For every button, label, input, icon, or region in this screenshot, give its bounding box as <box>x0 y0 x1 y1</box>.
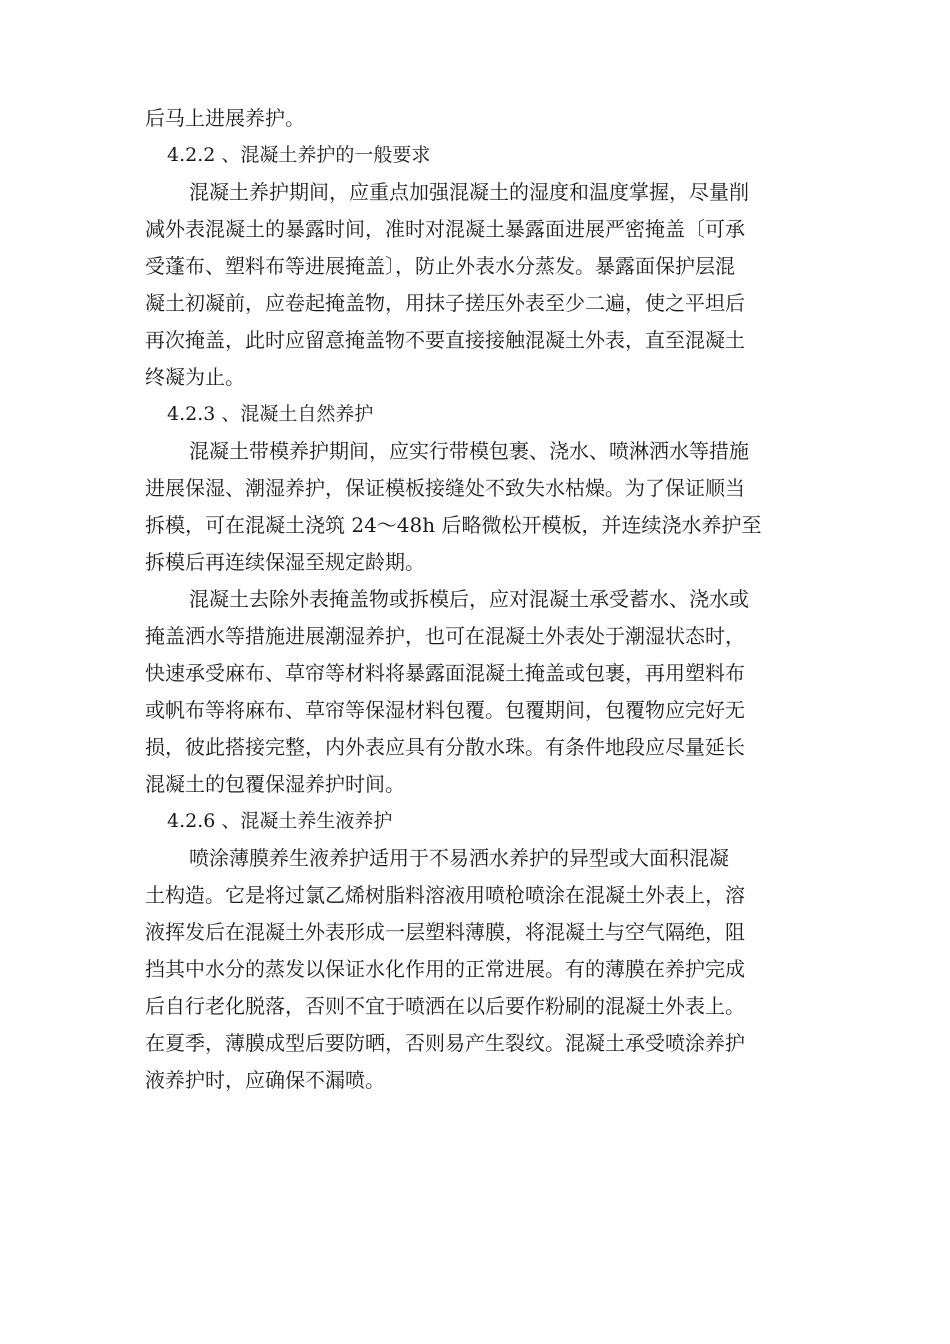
text-line: 土构造。它是将过氯乙烯树脂料溶液用喷枪喷涂在混凝土外表上，溶 <box>145 883 745 907</box>
text-line: 拆模后再连续保湿至规定龄期。 <box>145 550 425 574</box>
text-line: 后自行老化脱落，否则不宜于喷洒在以后要作粉刷的混凝土外表上。 <box>145 994 745 1018</box>
text-line: 后马上进展养护。 <box>145 106 305 130</box>
text-line: 凝土初凝前，应卷起掩盖物，用抹子搓压外表至少二遍，使之平坦后 <box>145 291 745 315</box>
text-line: 进展保湿、潮湿养护，保证模板接缝处不致失水枯燥。为了保证顺当 <box>145 476 745 500</box>
text-line: 喷涂薄膜养生液养护适用于不易洒水养护的异型或大面积混凝 <box>189 846 729 870</box>
section-heading-4-2-2: 4.2.2 、混凝土养护的一般要求 <box>167 144 431 166</box>
text-line: 液挥发后在混凝土外表形成一层塑料薄膜，将混凝土与空气隔绝，阻 <box>145 920 745 944</box>
text-line: 拆模，可在混凝土浇筑 24～48h 后略微松开模板，并连续浇水养护至 <box>145 513 762 537</box>
text-line: 快速承受麻布、草帘等材料将暴露面混凝土掩盖或包裹，再用塑料布 <box>145 661 745 685</box>
text-line: 在夏季，薄膜成型后要防晒，否则易产生裂纹。混凝土承受喷涂养护 <box>145 1031 745 1055</box>
text-line: 混凝土去除外表掩盖物或拆模后，应对混凝土承受蓄水、浇水或 <box>189 587 749 611</box>
paragraph-general-requirements <box>145 174 815 396</box>
text-line: 混凝土养护期间，应重点加强混凝土的湿度和温度掌握，尽量削 <box>189 180 749 204</box>
text-line: 或帆布等将麻布、草帘等保湿材料包覆。包覆期间，包覆物应完好无 <box>145 698 745 722</box>
paragraph-moist-curing <box>145 581 815 803</box>
text-line: 挡其中水分的蒸发以保证水化作用的正常进展。有的薄膜在养护完成 <box>145 957 745 981</box>
text-line: 减外表混凝土的暴露时间，准时对混凝土暴露面进展严密掩盖〔可承 <box>145 217 745 241</box>
text-line: 混凝土的包覆保湿养护时间。 <box>145 772 405 796</box>
paragraph-form-curing <box>145 433 815 581</box>
paragraph-curing-compound <box>145 840 815 1099</box>
section-heading-4-2-3: 4.2.3 、混凝土自然养护 <box>167 403 374 425</box>
document-body <box>145 100 815 1099</box>
text-line: 混凝土带模养护期间，应实行带模包裹、浇水、喷淋洒水等措施 <box>189 439 749 463</box>
section-heading-4-2-6: 4.2.6 、混凝土养生液养护 <box>167 810 393 832</box>
text-line: 液养护时，应确保不漏喷。 <box>145 1068 385 1092</box>
text-line: 终凝为止。 <box>145 365 245 389</box>
text-line: 掩盖洒水等措施进展潮湿养护，也可在混凝土外表处于潮湿状态时， <box>145 624 745 648</box>
text-line: 再次掩盖，此时应留意掩盖物不要直接接触混凝土外表，直至混凝土 <box>145 328 745 352</box>
text-line: 损，彼此搭接完整，内外表应具有分散水珠。有条件地段应尽量延长 <box>145 735 745 759</box>
text-line: 受蓬布、塑料布等进展掩盖〕，防止外表水分蒸发。暴露面保护层混 <box>145 254 735 278</box>
